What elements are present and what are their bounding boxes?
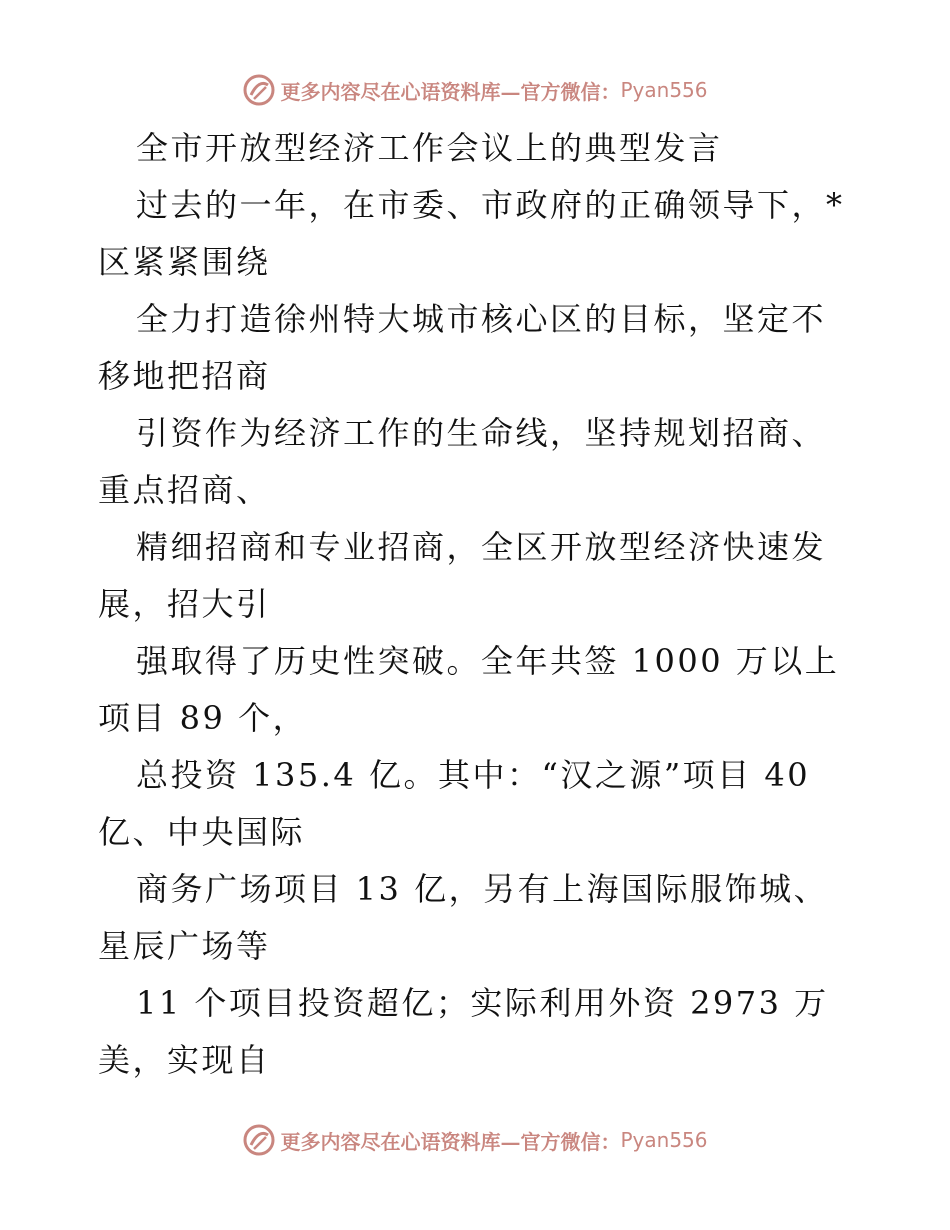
paragraph-line: 过去的一年，在市委、市政府的正确领导下，*区紧紧围绕 (98, 186, 845, 281)
document-body (98, 120, 858, 1089)
paragraph-line: 全力打造徐州特大城市核心区的目标，坚定不移地把招商 (98, 300, 827, 395)
paragraph-line: 强取得了历史性突破。全年共签 1000 万以上项目 89 个， (98, 642, 840, 737)
document-title: 全市开放型经济工作会议上的典型发言 (136, 129, 723, 167)
banner-text: 更多内容尽在心语资料库—官方微信： (280, 1129, 621, 1154)
paragraph-line: 商务广场项目 13 亿，另有上海国际服饰城、星辰广场等 (98, 870, 829, 965)
banner-wechat-id: Pyan556 (620, 1128, 708, 1152)
header-watermark-banner (0, 70, 950, 110)
brand-logo-icon (242, 1123, 276, 1157)
footer-watermark-banner (0, 1120, 950, 1160)
paragraph-line: 引资作为经济工作的生命线，坚持规划招商、重点招商、 (98, 414, 827, 509)
paragraph-line: 11 个项目投资超亿；实际利用外资 2973 万美，实现自 (98, 984, 829, 1079)
banner-wechat-id: Pyan556 (620, 78, 708, 102)
banner-text: 更多内容尽在心语资料库—官方微信： (280, 79, 621, 104)
brand-logo-icon (242, 73, 276, 107)
paragraph-line: 精细招商和专业招商，全区开放型经济快速发展，招大引 (98, 528, 827, 623)
paragraph-line: 总投资 135.4 亿。其中：“汉之源”项目 40 亿、中央国际 (98, 756, 811, 851)
